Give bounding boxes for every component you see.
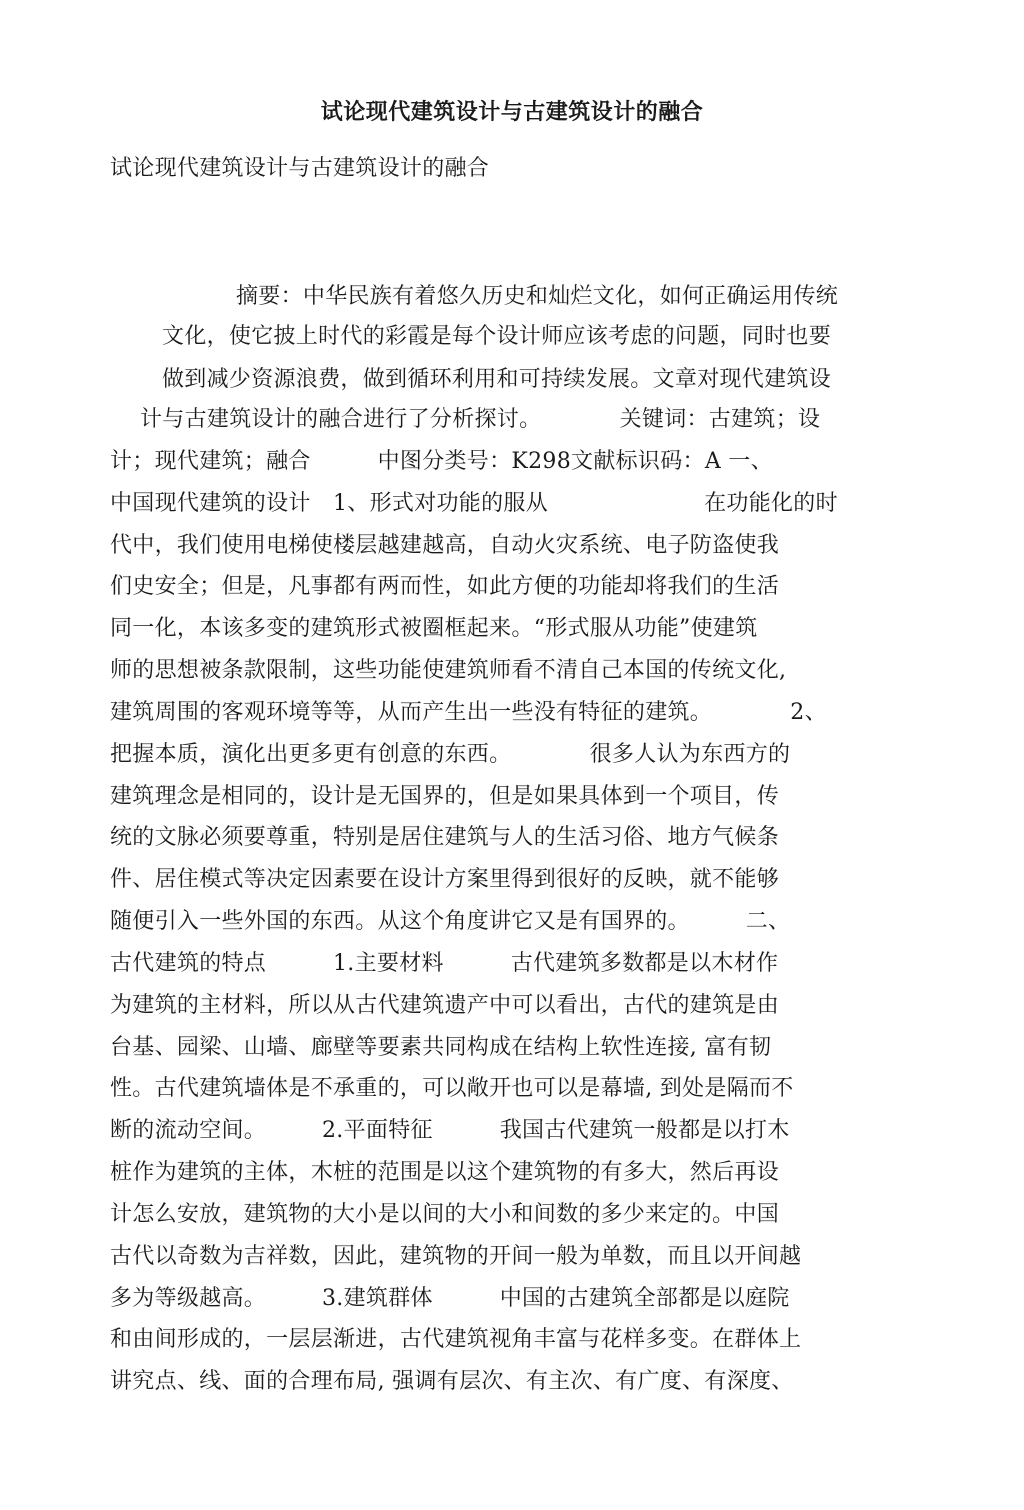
body-line: 计与古建筑设计的融合进行了分析探讨。 关键词：古建筑；设	[140, 407, 821, 432]
body-line: 中国现代建筑的设计 1、形式对功能的服从 在功能化的时	[110, 491, 838, 516]
body-line: 计怎么安放，建筑物的大小是以间的大小和间数的多少来定的。中国	[110, 1202, 780, 1227]
body-line: 多为等级越高。 3.建筑群体 中国的古建筑全部都是以庭院	[110, 1286, 790, 1311]
body-line: 们史安全；但是，凡事都有两而性，如此方便的功能却将我们的生活	[110, 574, 780, 599]
body-line: 把握本质，演化出更多更有创意的东西。 很多人认为东西方的	[110, 742, 791, 767]
body-line: 师的思想被条款限制，这些功能使建筑师看不清自己本国的传统文化,	[110, 658, 787, 683]
body-line: 古代以奇数为吉祥数，因此，建筑物的开间一般为单数，而且以开间越	[110, 1244, 802, 1269]
body-line: 计；现代建筑；融合 中图分类号：K298文献标识码：A 一、	[110, 449, 773, 474]
body-line: 古代建筑的特点 1.主要材料 古代建筑多数都是以木材作	[110, 951, 779, 976]
body-line: 建筑周围的客观环境等等，从而产生出一些没有特征的建筑。 2、	[110, 700, 827, 725]
body-line: 和由间形成的，一层层渐进，古代建筑视角丰富与花样多变。在群体上	[110, 1327, 802, 1352]
body-line: 断的流动空间。 2.平面特征 我国古代建筑一般都是以打木	[110, 1118, 790, 1143]
body-line: 建筑理念是相同的，设计是无国界的，但是如果具体到一个项目，传	[110, 784, 780, 809]
body-line: 性。古代建筑墙体是不承重的，可以敞开也可以是幕墙, 到处是隔而不	[110, 1076, 794, 1101]
document-title: 试论现代建筑设计与古建筑设计的融合	[320, 99, 704, 125]
body-line: 同一化，本该多变的建筑形式被圈框起来。“形式服从功能”使建筑	[110, 616, 758, 641]
body-line: 桩作为建筑的主体，木桩的范围是以这个建筑物的有多大，然后再设	[110, 1160, 780, 1185]
body-line: 代中，我们使用电梯使楼层越建越高，自动火灾系统、电子防盗使我	[110, 533, 780, 558]
body-line: 讲究点、线、面的合理布局, 强调有层次、有主次、有广度、有深度、	[110, 1369, 794, 1394]
body-line: 统的文脉必须要尊重，特别是居住建筑与人的生活习俗、地方气候条	[110, 825, 780, 850]
body-line: 件、居住模式等决定因素要在设计方案里得到很好的反映，就不能够	[110, 867, 780, 892]
subtitle-line: 试论现代建筑设计与古建筑设计的融合	[110, 156, 490, 181]
body-line: 为建筑的主材料，所以从古代建筑遗产中可以看出，古代的建筑是由	[110, 993, 780, 1018]
body-line: 摘要：中华民族有着悠久历史和灿烂文化，如何正确运用传统	[236, 284, 839, 309]
body-line: 做到减少资源浪费，做到循环利用和可持续发展。文章对现代建筑设	[162, 367, 832, 392]
body-line: 随便引入一些外国的东西。从这个角度讲它又是有国界的。 二、	[110, 909, 791, 934]
body-line: 文化，使它披上时代的彩霞是每个设计师应该考虑的问题，同时也要	[162, 324, 832, 349]
body-line: 台基、园梁、山墙、廊壁等要素共同构成在结构上软性连接, 富有韧	[110, 1035, 772, 1060]
